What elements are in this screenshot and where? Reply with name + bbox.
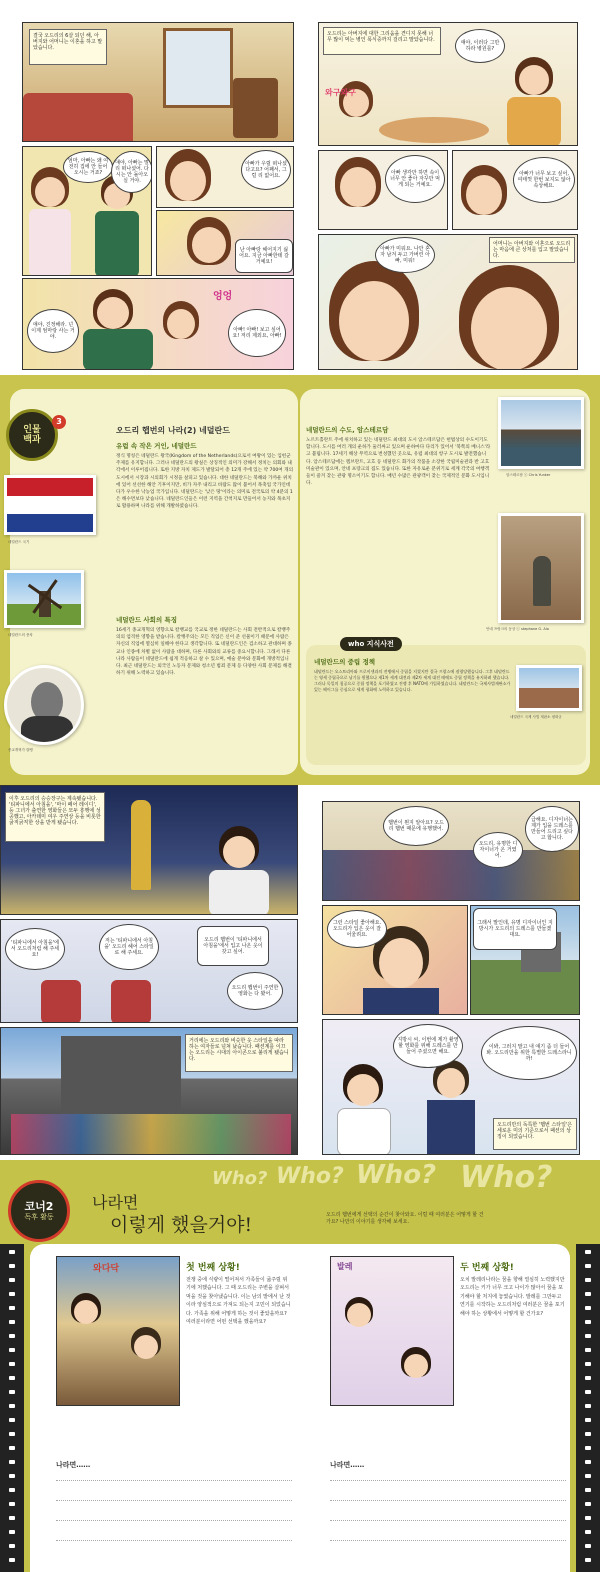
speech-bubble: 그런 스타일 좋아해요. 오드리가 입은 옷이 잘 어울려요. — [327, 910, 387, 948]
top-comic-spread — [0, 0, 600, 375]
photo-windmill — [4, 570, 84, 628]
photo-statue — [498, 513, 584, 623]
situation1-title: 첫 번째 상황! — [186, 1263, 240, 1273]
speech-bubble: 그래서 말인데, 유명 디자이너인 지방시가 오드리의 드레스를 만들겠대요. — [473, 908, 557, 950]
food-table — [379, 117, 489, 143]
film-hole — [585, 1334, 591, 1338]
situation2-title: 두 번째 상황! — [460, 1263, 514, 1273]
info-spread — [0, 375, 600, 785]
comic-caption: 오드리는 아버지에 대한 그리움을 견디지 못해 너무 많이 먹는 병인 폭식증까지 걸리고 말았습니다. — [323, 27, 441, 55]
building — [61, 1036, 181, 1116]
film-hole — [9, 1362, 15, 1366]
rocking-chair-shape — [233, 78, 278, 138]
film-hole — [585, 1502, 591, 1506]
film-hole — [585, 1278, 591, 1282]
mother-dress — [83, 329, 153, 370]
speech-bubble: 아빠! 아빠! 보고 싶어요! 저리 제외요, 아빠! — [228, 309, 286, 357]
photo-caption: 네덜란드 국기 — [8, 540, 30, 544]
man-face — [379, 938, 423, 988]
film-hole — [308, 1043, 314, 1047]
film-hole — [9, 1516, 15, 1520]
situation2-body: 오치 발레리나라는 꿈을 향해 열심히 노력했지만 오드리는 키가 너무 크고 나이가 많아서 꿈을 포기해야 할 처지에 놓였습니다. 발레를 그만두고 연기를 시작하는 오드리처럼 여러분은 꿈을 포기해야 하는 상황에서 어떻게 할 건가요? — [460, 1277, 565, 1317]
photo-caption: 네덜란드의 풍차 — [8, 633, 33, 637]
film-hole — [9, 1278, 15, 1282]
answer-line[interactable] — [330, 1520, 566, 1521]
badge-line1: 코너2 — [24, 1200, 54, 1213]
film-hole — [585, 1404, 591, 1408]
girl-pajama — [29, 209, 71, 276]
section-body: 16세기 종교개혁의 영향으로 칼뱅교를 국교로 정한 네덜란드는 사회 전반적으로 칼뱅주의의 엄격한 영향을 받습니다. 칼뱅주의는 모든 직업은 신이 준 선물이기 때문에 사람은 자신의 직업에 열심히 일해야 한다고 생각합니다. 또 네덜란드인은 검소하고 관대하며 종교나 인종에 차별 없이 사람을 대하며, 다른 사회와의 교류를 중요시합니다. 그래서 다른 나라 사람들이 네덜란드에 쉽게 적응하고 살 수 있으며, 예술 분야와 문화에 개방적입니다. 최근 네덜란드는 외국인 노동자 문제와 청소년 범죄 문제 등 다양한 사회 문제를 해결하기 위해 노력하고 있습니다. — [116, 628, 292, 677]
film-hole — [9, 1558, 15, 1562]
film-hole — [308, 847, 314, 851]
comic-panel-mother-hug — [22, 278, 294, 370]
who-deco: Who? — [276, 1164, 344, 1189]
girl-face — [170, 161, 206, 201]
comic-panel-girl-pajama — [22, 146, 152, 276]
film-hole — [308, 931, 314, 935]
film-hole — [308, 889, 314, 893]
film-hole — [585, 1446, 591, 1450]
comic-caption: 거리에는 오드리와 비슷한 옷 스타일을 따라 하는 여자들로 넘쳐 났습니다. 패션계를 이끄는 오드리는 시대의 아이콘으로 불리게 됐습니다. — [185, 1034, 293, 1072]
film-strip — [300, 785, 322, 1160]
photo-palace — [516, 665, 582, 711]
speech-bubble: '티파니에서 아침을'에서 오드리처럼 해 주세요! — [5, 928, 65, 970]
bed-shape — [23, 93, 133, 142]
speech-bubble: 아빠가 너무 보고 싶어, 여태껏 한번 보지도 않아 속상해요. — [513, 157, 575, 203]
film-hole — [308, 1057, 314, 1061]
activity-intro: 오드리 햅번에게 선택의 순간이 찾아와요. 이럴 때 여러분은 어떻게 할 건가요? 나만의 이야기를 생각해 보세요. — [326, 1212, 484, 1225]
girl-face — [167, 309, 195, 339]
comic-caption: 어머니는 아버지와 이혼으로 오드리는 마음에 큰 상처를 입고 말았습니다. — [489, 237, 575, 263]
film-hole — [308, 791, 314, 795]
activity-comic-2 — [330, 1256, 454, 1406]
film-hole — [308, 805, 314, 809]
girl-face — [471, 287, 547, 370]
flag-white — [7, 496, 93, 514]
film-hole — [585, 1418, 591, 1422]
sound-effect: 발레 — [337, 1262, 353, 1271]
film-hole — [585, 1474, 591, 1478]
speech-bubble: 오드리 햅번이 '티파니에서 아침을'에서 입고 나온 옷이 갖고 싶어. — [197, 926, 269, 966]
comic-caption: 오드리만의 독특한 '햅번 스타일'은 세로운 미의 기준으로서 패션의 상징이 되었습니다. — [493, 1118, 577, 1150]
oscar-statue — [131, 800, 151, 890]
girl-face — [339, 281, 409, 361]
comic-panel-oscar — [0, 785, 298, 915]
girl-face — [192, 227, 226, 263]
activity-title-line2: 이렇게 했을거야! — [110, 1214, 253, 1236]
speech-bubble: 엄마, 아빠는 왜 여전히 집에 안 들어오시는 거죠? — [63, 151, 113, 183]
comic-caption: 이후 오드리의 승승장구는 계속됐습니다. '티파니에서 아침을', '마이 페어 레이디', 등 그녀가 출연한 영화들은 모두 흥행에 성공했고, 아카데미 여우 주연상 등을 비롯한 굵직굵직한 상을 받게 됐습니다. — [5, 792, 105, 842]
film-hole — [585, 1432, 591, 1436]
film-hole — [308, 1085, 314, 1089]
activity-title-line1: 나라면 — [92, 1193, 139, 1212]
badge-line2: 백과 — [23, 435, 41, 445]
crowd — [11, 1114, 291, 1155]
section-badge — [6, 409, 58, 461]
activity-badge — [8, 1180, 70, 1242]
sound-effect: 와다닥 — [93, 1264, 120, 1274]
comic-panel-paris — [470, 905, 580, 1015]
girl-face — [347, 1303, 371, 1327]
activity-spread — [0, 1160, 600, 1572]
film-hole — [585, 1362, 591, 1366]
girl-face — [35, 177, 65, 207]
flag-blue — [7, 514, 93, 532]
film-hole — [308, 1001, 314, 1005]
salon-chair — [111, 980, 151, 1023]
who-deco: Who? — [460, 1160, 553, 1195]
mother-face — [519, 65, 549, 95]
film-hole — [585, 1348, 591, 1352]
man-face — [437, 1068, 465, 1098]
who-body: 네덜란드는 오스트리아와 프로이센과의 전쟁에서 중립을 지켰지만 결국 프랑스에 점령당했습니다. 그후 네덜란드는 영세 중립국으로 남기를 원했으나 제1차 세계 대전과 제2차 세계 대전 때에도 중립 정책을 유지하려 했습니다. 그러나 독일의 침공으로 중립 정책을 포기하였고 전쟁 후 NATO에 가입하였습니다. 네덜란드는 국제사법재판소가 있는 헤이그를 중심으로 세계 평화에 노력하고 있습니다. — [314, 669, 511, 692]
film-hole — [9, 1544, 15, 1548]
comic-panel-girl-tears — [318, 150, 448, 230]
speech-bubble: 햅번이 뭔지 알아요? 오드리 햅번 때문에 유행했어. — [383, 806, 449, 846]
comic-panel-salon — [0, 919, 298, 1023]
audrey-face — [347, 1074, 379, 1106]
man-suit — [363, 988, 439, 1015]
photo-caption: 종교개혁가 칼뱅 — [8, 748, 33, 752]
comic-panel-bedroom — [22, 22, 294, 142]
film-hole — [308, 1071, 314, 1075]
answer-line[interactable] — [56, 1500, 292, 1501]
girl-face — [466, 175, 502, 215]
girl-face — [340, 167, 376, 207]
answer-line[interactable] — [56, 1520, 292, 1521]
section-body: 정식 명칭은 네덜란드 왕국(Kingdom of the Netherlands)으로서 여왕이 있는 입헌군주제를 유지합니다. 그러나 네덜란드의 왕실은 상징적인 의미가 강해서 정치는 의회와 내각에서 이루어집니다. 또한 지방 자치 제도가 발달되어 총 12개 주에 있는 약 700여 개의 도시에서 시장과 시의회가 시정을 살피고 있습니다. 대한 네덜란드는 북해와 가까운 위치에 있어 선선한 해안 기후이지만, 비가 자주 내리고 바람도 많이 불어서 목축업 국가인데다가 우수한 낙농업 국가입니다. 네덜란드는 '낮은 땅'이라는 의미로 전국토의 약 4분의 1은 해수면보다 낮습니다. 네덜란드인들은 이런 지역을 간척지로 만들어서 농지와 목초지로 활용하며 나라를 위해 개발하였습니다. — [116, 454, 294, 510]
speech-bubble: 얘야, 이러다 그만하라 병원를? — [455, 29, 505, 63]
film-hole — [585, 1558, 591, 1562]
film-hole — [585, 1390, 591, 1394]
badge-line2: 독후 활동 — [24, 1213, 54, 1221]
speech-bubble: 이봐, 그러지 말고 내 얘기 좀 더 들어 봐. 오드리만을 위한 특별한 드레스라니까! — [481, 1026, 577, 1080]
film-hole — [9, 1446, 15, 1450]
man-face — [134, 1335, 158, 1359]
film-hole — [9, 1418, 15, 1422]
comic-panel-girl-sad — [156, 146, 294, 208]
answer-line[interactable] — [56, 1540, 292, 1541]
salon-chair — [41, 980, 81, 1023]
crowd — [323, 850, 580, 901]
film-hole — [585, 1530, 591, 1534]
answer-line[interactable] — [330, 1540, 566, 1541]
photo-canal — [498, 397, 584, 469]
photo-caption: 네덜란드 국제 사법 재판소 평화궁 — [510, 715, 562, 719]
girl-face — [74, 1300, 98, 1324]
film-hole — [9, 1376, 15, 1380]
portrait-body — [21, 716, 73, 745]
answer-line[interactable] — [330, 1500, 566, 1501]
comic-caption: 결국 오드리의 6살 되던 해, 아버지와 어머니는 이혼을 하고 말았습니다. — [29, 29, 107, 65]
audrey-dress — [209, 870, 269, 915]
speech-bubble: 아빠가 우릴 떠나셨다고요? 어째서, 그럴 리 없어요. — [241, 150, 291, 190]
section-heading: 네덜란드의 수도, 암스테르담 — [306, 426, 389, 434]
film-hole — [308, 973, 314, 977]
speech-bubble: 아빠가 미워요. 나만 혼자 남겨 두고 가버린 아빠, 미워! — [375, 237, 435, 273]
photo-flag — [4, 475, 96, 535]
who-label: who 지식사전 — [340, 637, 402, 651]
situation1-body: 전쟁 중에 식량이 떨어져서 가족들이 굶주릴 위기에 처했습니다. 그 때 오드리는 주변을 살펴서 먹을 것을 찾아냈습니다. 이는 남의 밭에서 난 것이라 양심적으로 가져도 되는지 고민이 되었습니다. 가족을 위해 어떻게 하는 것이 좋았을까요? 여러분이라면 어떤 선택을 했을까요? — [186, 1277, 291, 1326]
film-hole — [9, 1474, 15, 1478]
mother-dress — [95, 211, 139, 276]
film-hole — [9, 1334, 15, 1338]
film-hole — [308, 903, 314, 907]
audrey-face — [223, 836, 255, 868]
speech-bubble: 아빠 생각만 하면 속이 너무 안 좋아 자꾸만 먹게 되는 거예요. — [385, 155, 445, 203]
answer-line[interactable] — [56, 1480, 292, 1481]
film-hole — [585, 1320, 591, 1324]
film-hole — [9, 1502, 15, 1506]
film-hole — [585, 1250, 591, 1254]
film-hole — [9, 1320, 15, 1324]
comic-panel-girl-cry — [156, 210, 294, 276]
who-title: 네덜란드의 중립 정책 — [314, 658, 376, 666]
answer-label-1: 나라면…… — [56, 1461, 91, 1469]
comic-panel-street — [0, 1027, 298, 1155]
activity-comic-1 — [56, 1256, 180, 1406]
speech-bubble: 지방시 씨, 이번에 제가 촬영할 영화를 위해 드레스를 만들어 주셨으면 해요. — [393, 1024, 463, 1068]
film-hole — [308, 1099, 314, 1103]
film-hole — [9, 1488, 15, 1492]
sound-effect: 와구와구 — [325, 88, 356, 97]
film-hole — [308, 959, 314, 963]
film-hole — [9, 1432, 15, 1436]
film-hole — [308, 1141, 314, 1145]
film-hole — [585, 1544, 591, 1548]
comic-panel-giovanni — [322, 905, 468, 1015]
film-hole — [585, 1376, 591, 1380]
audrey-blouse — [337, 1108, 391, 1155]
comic-panel-eating — [318, 22, 578, 146]
man-suit — [427, 1100, 475, 1155]
section-heading: 네덜란드 사회의 특징 — [116, 616, 178, 624]
statue-figure — [533, 556, 551, 606]
photo-portrait — [4, 665, 84, 745]
film-hole — [585, 1306, 591, 1310]
film-hole — [308, 1127, 314, 1131]
film-hole — [308, 875, 314, 879]
film-hole — [9, 1250, 15, 1254]
film-hole — [585, 1488, 591, 1492]
who-deco: Who? — [212, 1168, 268, 1189]
speech-bubble: 급해요. 디자이너는 제가 입을 드레스를 만들어 드리고 싶다고 합니다. — [525, 806, 579, 852]
film-hole — [308, 917, 314, 921]
film-hole — [308, 833, 314, 837]
sound-effect: 엉엉 — [213, 291, 233, 302]
flag-red — [7, 478, 93, 496]
mother-dress — [507, 97, 561, 146]
section-body: 노르트홀란트 주에 위치하고 있는 네덜란드 최대의 도시 암스테르담은 헌법상의 수도이기도 합니다. 도시를 여러 개의 운하가 둘러싸고 있으며 운하마다 다리가 있어서 '북쪽의 베니스'라고 불립니다. 17세기 해상 무역으로 번성했던 곳으로, 유럽 최대의 항구 도시로 발전했습니다. 암스테르담에는 렘브란트, 고흐 등 네덜란드 화가의 작품을 소장한 국립미술관과 반 고흐 미술관이 있으며, 안네 프랑크의 집도 있습니다. 또한 자유로운 분위기로 세계 각국의 여행객들이 즐겨 찾는 관광 명소이기도 합니다. 매년 수많은 관광객이 찾는 국제적인 문화 도시입니다. — [306, 438, 491, 487]
comic-panel-girl-tears-2 — [452, 150, 578, 230]
mid-comic-spread — [0, 785, 600, 1160]
speech-bubble: 오드리, 유명한 디자이너가 온 거였어. — [473, 832, 523, 868]
answer-label-2: 나라면…… — [330, 1461, 365, 1469]
window-shape — [163, 28, 233, 108]
comic-panel-designer — [322, 1019, 580, 1155]
speech-bubble: 저는 '티파니에서 아침을' 오드리 헤어 스타일로 해 주세요. — [99, 924, 159, 970]
speech-bubble: 얘야, 진정해라. 넌 이제 엄마랑 사는 거야. — [27, 309, 79, 353]
photo-caption: 안네 프랑크의 동상 ⓒ stephane G. Alo — [486, 627, 549, 631]
answer-line[interactable] — [330, 1480, 566, 1481]
film-hole — [9, 1348, 15, 1352]
section-heading: 유럽 속 작은 거인, 네덜란드 — [116, 442, 197, 450]
film-hole — [308, 945, 314, 949]
speech-bubble: 오드리 햅번이 주연한 영화는 다 봤어. — [227, 972, 283, 1010]
film-hole — [585, 1292, 591, 1296]
comic-panel-gathering — [322, 801, 580, 901]
photo-caption: 암스테르담 ⓒ Chris Yunker — [506, 473, 551, 477]
film-hole — [585, 1460, 591, 1464]
film-hole — [9, 1404, 15, 1408]
film-hole — [585, 1516, 591, 1520]
comic-panel-girl-closeup — [318, 234, 578, 370]
film-hole — [9, 1264, 15, 1268]
film-hole — [308, 1155, 314, 1159]
film-hole — [585, 1264, 591, 1268]
badge-line1: 인물 — [23, 425, 41, 435]
film-strip-right — [576, 1244, 600, 1572]
speech-bubble: 난 아빠랑 헤어지기 싫어요. 지금 아빠한테 갈 거예요! — [235, 239, 293, 273]
film-hole — [308, 1029, 314, 1033]
girl-face — [404, 1354, 428, 1378]
info-title: 오드리 햅번의 나라(2) 네덜란드 — [116, 426, 230, 435]
speech-bubble: 얘야, 아빠는 멀리 떠나셨어. 다시는 안 돌아오실 거야. — [111, 151, 152, 193]
film-hole — [9, 1292, 15, 1296]
film-hole — [9, 1306, 15, 1310]
film-hole — [308, 861, 314, 865]
film-hole — [9, 1460, 15, 1464]
film-hole — [308, 1113, 314, 1117]
film-strip-left — [0, 1244, 24, 1572]
film-hole — [308, 819, 314, 823]
film-hole — [308, 1015, 314, 1019]
mother-face — [97, 297, 129, 329]
film-hole — [9, 1390, 15, 1394]
badge-number: 3 — [52, 415, 66, 429]
film-hole — [9, 1530, 15, 1534]
film-hole — [308, 987, 314, 991]
who-deco: Who? — [356, 1160, 437, 1190]
